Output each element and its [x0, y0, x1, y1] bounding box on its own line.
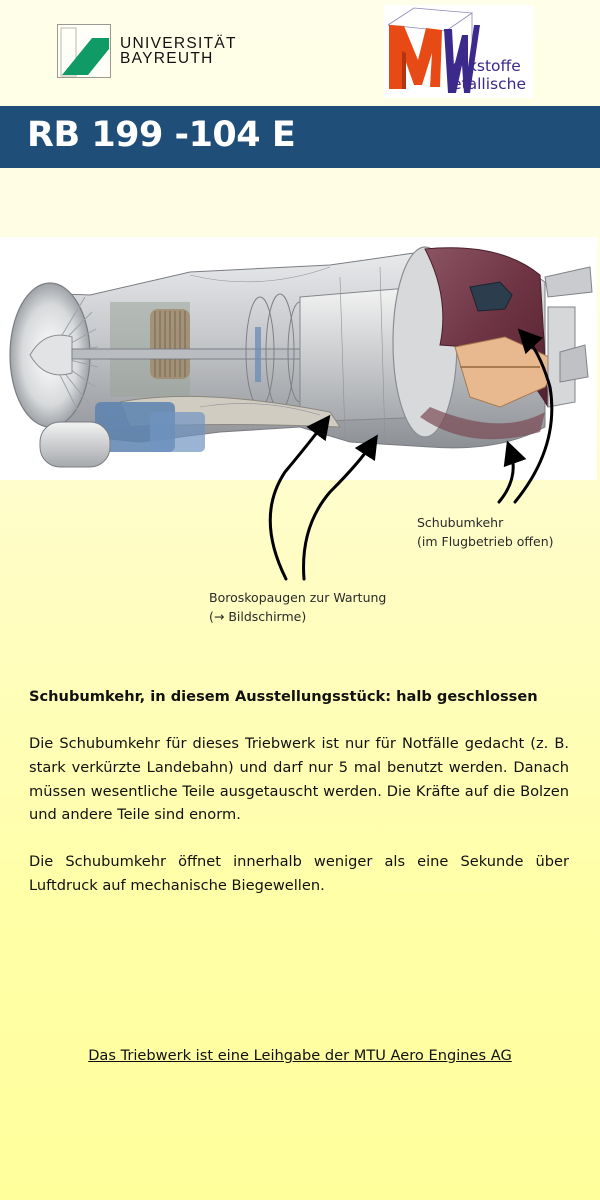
- label-borescope-ports: [209, 588, 386, 626]
- university-bayreuth-logo: [57, 24, 257, 80]
- label-borescope-line2: (→ Bildschirme): [209, 609, 307, 624]
- loan-credit: [0, 1045, 600, 1064]
- section-heading: Schubumkehr, in diesem Ausstellungsstück: halb geschlossen: [29, 688, 538, 705]
- engine-illustration: [0, 237, 597, 480]
- mw-wordmark: [452, 57, 526, 93]
- label-thrust-reverser: [417, 513, 554, 551]
- loan-credit-text: Das Triebwerk ist eine Leihgabe der MTU Aero Engines AG: [88, 1047, 512, 1064]
- mw-word-werkstoffe: erkstoffe: [452, 57, 521, 75]
- paragraph-reverser-usage: Die Schubumkehr für dieses Triebwerk ist nur für Notfälle gedacht (z. B. stark verkürzte Landebahn) und darf nur 5 mal benutzt werden. Danach müssen wesentliche Teile ausgetauscht werden. Die Kräfte auf die Bolzen und andere Teile sind enorm.: [29, 735, 569, 824]
- title-band: [0, 106, 600, 168]
- university-name-line1: UNIVERSITÄT: [120, 35, 237, 52]
- university-name: [120, 36, 237, 66]
- university-name-line2: BAYREUTH: [120, 50, 214, 67]
- engine-cutaway-image: [0, 237, 597, 480]
- paragraph-reverser-mechanism: Die Schubumkehr öffnet innerhalb weniger als eine Sekunde über Luftdruck auf mechanische Biegewellen.: [29, 853, 569, 894]
- label-borescope-line1: Boroskopaugen zur Wartung: [209, 590, 387, 605]
- description-text: [29, 685, 569, 898]
- label-thrust-reverser-line2: (im Flugbetrieb offen): [417, 534, 554, 549]
- mw-word-metallische: etallische: [452, 75, 526, 93]
- page-title: RB 199 -104 E: [27, 115, 296, 155]
- university-logo-mark: [57, 24, 111, 78]
- label-thrust-reverser-line1: Schubumkehr: [417, 515, 504, 530]
- metallische-werkstoffe-logo: [384, 5, 534, 98]
